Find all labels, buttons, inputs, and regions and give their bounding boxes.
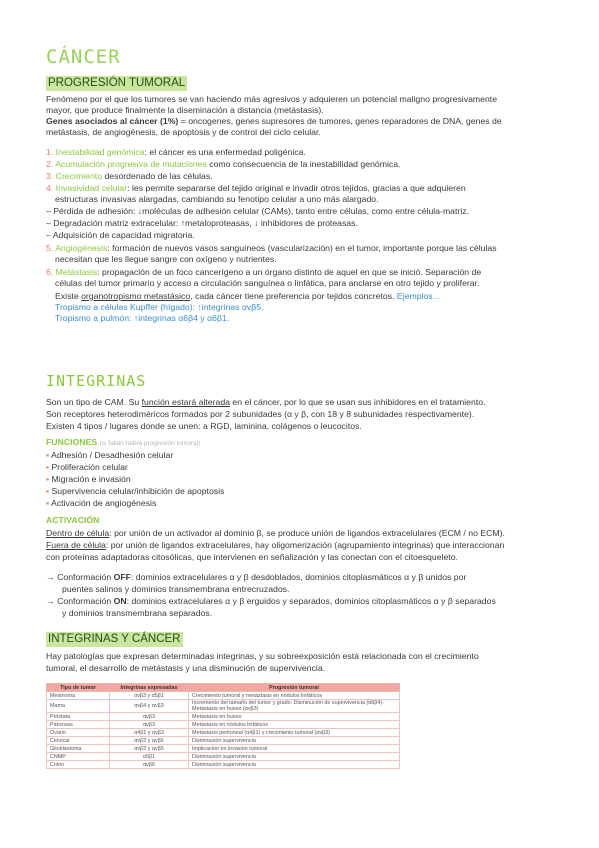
table-cell: Cervical [47, 737, 110, 745]
arrow-item-continuation: y dominios transmembrana separados. [62, 608, 213, 618]
paragraph-line: metástasis, de angiogénesis, de apoptosis y de control del ciclo celular. [46, 127, 321, 137]
bullet-item [46, 474, 131, 485]
item-term: Inestabilidad genómica [55, 147, 145, 157]
table-cell: Disminución supervivencia [189, 737, 400, 745]
list-item-continuation: células del tumor primario y acceso a circulación sanguínea o linfática, para anclarse en otro tejido y proliferar. [55, 278, 480, 288]
tropismo-kupffer: Tropismo a células Kupffer (hígado): ↑integrinas αvβ5. [55, 302, 264, 312]
item-text: desordenado de las células. [102, 171, 213, 181]
organotropismo-term: organotropismo metastásico [81, 291, 191, 301]
table-header: Tipo de tumor [47, 684, 110, 692]
table-cell: Próstata [47, 713, 110, 721]
paragraph-line: con proteínas adaptadoras citosólicas, que intervienen en señalización y las conectan con el citoesqueleto. [46, 552, 458, 562]
text: : dominios extracelulares α y β desdoblados, dominios citoplasmáticos α y β unidos por [130, 572, 467, 582]
bullet-item [46, 486, 224, 497]
bullet-text: Migración e invasión [51, 474, 131, 484]
item-number: 5. [46, 243, 54, 253]
bullet-text: Adhesión / Desadhesión celular [51, 450, 174, 460]
item-number: 3. [46, 171, 54, 181]
table-header: Integrinas expresadas [110, 684, 189, 692]
arrow-item-continuation: puentes salinos y dominios transmembrana entrecruzados. [62, 584, 290, 594]
bullet-item [46, 498, 156, 509]
heading-note: (si fallan habrá progresión tumoral) [99, 440, 201, 447]
arrow-item [46, 596, 496, 607]
tumor-table [46, 683, 400, 769]
text: en el cáncer, por lo que se usan sus inhibidores en el tratamiento. [230, 397, 486, 407]
paragraph-line: Son receptores heterodiméricos formados por 2 subunidades (α y β, con 18 y 8 subunidades respectivamente). [46, 409, 475, 419]
list-item-continuation: necesitan que les llegue sangre con oxígeno y nutrientes. [55, 254, 277, 264]
bullet-marker: ▪ [46, 462, 50, 472]
paragraph-line: mayor, que produce finalmente la diseminación a distancia (metástasis). [46, 105, 324, 115]
section-integrinas-cancer: INTEGRINAS Y CÁNCER [48, 633, 181, 645]
arrow-item [46, 572, 466, 583]
table-cell: αvβ3 y αvβ6 [110, 737, 189, 745]
list-item [46, 267, 481, 278]
item-term: Metástasis [55, 267, 98, 277]
text: Son un tipo de CAM. Su [46, 397, 142, 407]
table-cell: αvβ6 [110, 761, 189, 769]
examples-label: Ejemplos… [396, 291, 442, 301]
table-row [47, 721, 400, 729]
text: = oncogenes, genes supresores de tumores, genes reparadores de DNA, genes de [178, 116, 502, 126]
item-number: 2. [46, 159, 54, 169]
table-cell: Melanoma [47, 692, 110, 700]
bullet-text: Proliferación celular [51, 462, 128, 472]
list-item [46, 183, 466, 194]
item-text: como consecuencia de la inestabilidad genómica. [206, 159, 401, 169]
list-item [46, 243, 497, 254]
table-cell: Disminución supervivencia [189, 753, 400, 761]
item-text: : el cáncer es una enfermedad poligénica. [144, 147, 306, 157]
underlined-text: función estará alterada [141, 397, 231, 407]
text: , cada cáncer tiene preferencia por tejidos concretos. [190, 291, 397, 301]
table-row [47, 729, 400, 737]
bullet-text: Activación de angiogénesis [51, 498, 157, 508]
paragraph-line [46, 540, 504, 551]
table-cell: Ovario [47, 729, 110, 737]
underlined-text: Fuera de célula [46, 540, 106, 550]
item-text: : les permite separarse del tejido original e invadir otros tejidos, gracias a que adquieren [127, 183, 466, 193]
bullet-item [46, 450, 173, 461]
paragraph-line: Hay patologías que expresan determinadas integrinas, y su sobreexposición está relacionada con el crecimiento [46, 651, 479, 661]
bullet-text: Supervivencia celular/inhibición de apoptosis [51, 486, 225, 496]
item-term: Crecimiento [55, 171, 103, 181]
text: : dominios extracelulares α y β erguidos y separados, dominios citoplasmáticos α y β separados [126, 596, 496, 606]
table-cell: Mama [47, 700, 110, 713]
table-cell: αvβ3 y αvβ5 [110, 745, 189, 753]
title-integrinas: INTEGRINAS [46, 372, 147, 390]
dash-item: – Pérdida de adhesión: ↓moléculas de adhesión celular (CAMs), tanto entre células, como entre célula-matriz. [46, 206, 470, 216]
table-cell: α4β1 y αvβ3 [110, 729, 189, 737]
table-cell: Crecimiento tumoral y metástasis en nódulos linfáticos [189, 692, 400, 700]
table-cell: αvβ3 [110, 721, 189, 729]
item-term: Angiogénesis [55, 243, 108, 253]
section-progresion-tumoral: PROGRESIÓN TUMORAL [48, 77, 186, 89]
dash-item: – Adquisición de capacidad migratoria. [46, 230, 195, 240]
table-cell: αvβ3 y α5β1 [110, 692, 189, 700]
tropismo-pulmon: Tropismo a pulmón: ↑integrinas α6β4 y α6β1. [55, 313, 230, 323]
table-cell: CNMP [47, 753, 110, 761]
text: → Conformación [46, 596, 114, 606]
list-item-continuation: estructuras invasivas alargadas, cambiando su fenotipo celular a uno más alargado. [55, 194, 379, 204]
item-term: Acumulación progresiva de mutaciones [55, 159, 207, 169]
dash-item: – Degradación matriz extracelular: ↑metaloproteasas, ↓ inhibidores de proteasas. [46, 218, 358, 228]
table-row [47, 753, 400, 761]
item-number: 1. [46, 147, 54, 157]
paragraph-line: tumoral, el desarrollo de metástasis y una disminución de supervivencia. [46, 663, 326, 673]
bold-text: OFF [113, 572, 131, 582]
bullet-marker: ▪ [46, 474, 50, 484]
table-row [47, 761, 400, 769]
funciones-heading [46, 437, 200, 447]
table-header-row [47, 684, 400, 692]
table-cell: αvβ4 y αvβ3 [110, 700, 189, 713]
item-text: : formación de nuevos vasos sanguíneos (vascularización) en el tumor, importante porque las células [107, 243, 497, 253]
table-cell: Metástasis peritoneal (α4β1) y crecimiento tumoral (αvβ3) [189, 729, 400, 737]
table-row [47, 745, 400, 753]
table-cell: Incremento del tamaño del tumor y grado. Disminución de supervivencia (α6β4). Metástasis en hueso (αvβ3) [189, 700, 400, 713]
text: : por unión de ligandos extracelulares, hay oligomerización (agrupamiento integrinas) que interaccionan [105, 540, 505, 550]
item-number: 4. [46, 183, 54, 193]
item-number: 6. [46, 267, 54, 277]
table-cell: Implicación en invasión tumoral [189, 745, 400, 753]
bullet-item [46, 462, 128, 473]
genes-bold: Genes asociados al cáncer (1%) [46, 116, 179, 126]
table-cell: Glioblastoma [47, 745, 110, 753]
text: → Conformación [46, 572, 114, 582]
paragraph-line: Existen 4 tipos / lugares donde se unen: a RGD, laminina, colágenos o leucocitos. [46, 421, 362, 431]
table-cell: Páncreas [47, 721, 110, 729]
activacion-heading: ACTIVACIÓN [46, 515, 100, 525]
bullet-marker: ▪ [46, 486, 50, 496]
table-cell: Colon [47, 761, 110, 769]
bullet-marker: ▪ [46, 450, 50, 460]
table-row [47, 700, 400, 713]
table-row [47, 692, 400, 700]
title-cancer: CÁNCER [46, 46, 121, 68]
table-header: Progresión tumoral [189, 684, 400, 692]
table-cell: α5β1 [110, 753, 189, 761]
list-item [46, 159, 401, 170]
heading-text: FUNCIONES [46, 437, 98, 447]
text: : por unión de un activador al dominio β, se produce unión de ligandos extracelulares (ECM / no ECM). [109, 528, 505, 538]
paragraph-line [46, 397, 486, 408]
bullet-marker: ▪ [46, 498, 50, 508]
table-cell: αvβ3 [110, 713, 189, 721]
list-item [46, 171, 213, 182]
list-item [46, 147, 306, 158]
table-cell: Metástasis en nódulos linfáticos [189, 721, 400, 729]
text: Existe [55, 291, 82, 301]
paragraph-line [46, 116, 502, 127]
item-text: : propagación de un foco cancerígeno a un órgano distinto de aquel en que se inició. Separación de [97, 267, 482, 277]
table-row [47, 713, 400, 721]
paragraph-line: Fenómeno por el que los tumores se van haciendo más agresivos y adquieren un potencial maligno progresivamente [46, 94, 498, 104]
table-row [47, 737, 400, 745]
bold-text: ON [113, 596, 127, 606]
paragraph-line [46, 528, 505, 539]
item-term: Invasividad celular [55, 183, 128, 193]
table-cell: Metástasis en hueso [189, 713, 400, 721]
organotropismo-line [55, 291, 441, 302]
underlined-text: Dentro de célula [46, 528, 110, 538]
table-cell: Disminución supervivencia [189, 761, 400, 769]
